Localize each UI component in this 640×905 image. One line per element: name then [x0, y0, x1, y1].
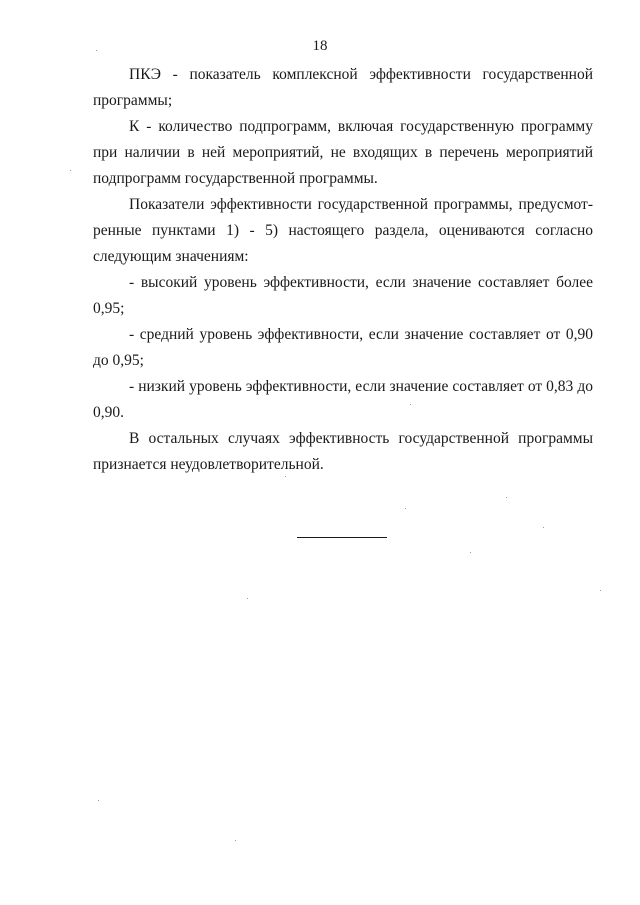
- paragraph-indicators-evaluation: Показатели эффективности государственной программы, предусмотренные пунктами 1) - 5) настоящего раздела, оцениваются согласно следующим значениям:: [93, 196, 593, 265]
- scan-speck: [98, 800, 99, 801]
- scan-speck: [470, 552, 471, 553]
- page-number: 18: [312, 38, 328, 54]
- list-item-high-efficiency: - высокий уровень эффективности, если значение составляет более 0,95;: [93, 274, 593, 317]
- scan-speck: [600, 590, 601, 591]
- list-item-low-efficiency: - низкий уровень эффективности, если значение составляет от 0,83 до 0,90.: [93, 378, 593, 421]
- document-body: [93, 62, 593, 478]
- scan-speck: [96, 50, 97, 51]
- scan-speck: [70, 170, 71, 171]
- paragraph-unsatisfactory: В остальных случаях эффективность государственной программы признается неудовлетворительной.: [93, 430, 593, 473]
- scan-speck: [506, 497, 507, 498]
- paragraph-k-definition: К - количество подпрограмм, включая государственную программу при наличии в ней мероприятий, не входящих в перечень мероприятий подпрограмм государственной программы.: [93, 118, 593, 187]
- section-end-rule: [297, 537, 387, 538]
- list-item-medium-efficiency: - средний уровень эффективности, если значение составляет от 0,90 до 0,95;: [93, 326, 593, 369]
- scan-speck: [235, 840, 236, 841]
- scan-speck: [285, 476, 286, 477]
- scan-speck: [247, 598, 248, 599]
- scan-speck: [410, 404, 411, 405]
- scan-speck: [405, 508, 406, 509]
- scan-speck: [543, 527, 544, 528]
- paragraph-pke-definition: ПКЭ - показатель комплексной эффективности государственной программы;: [93, 66, 593, 109]
